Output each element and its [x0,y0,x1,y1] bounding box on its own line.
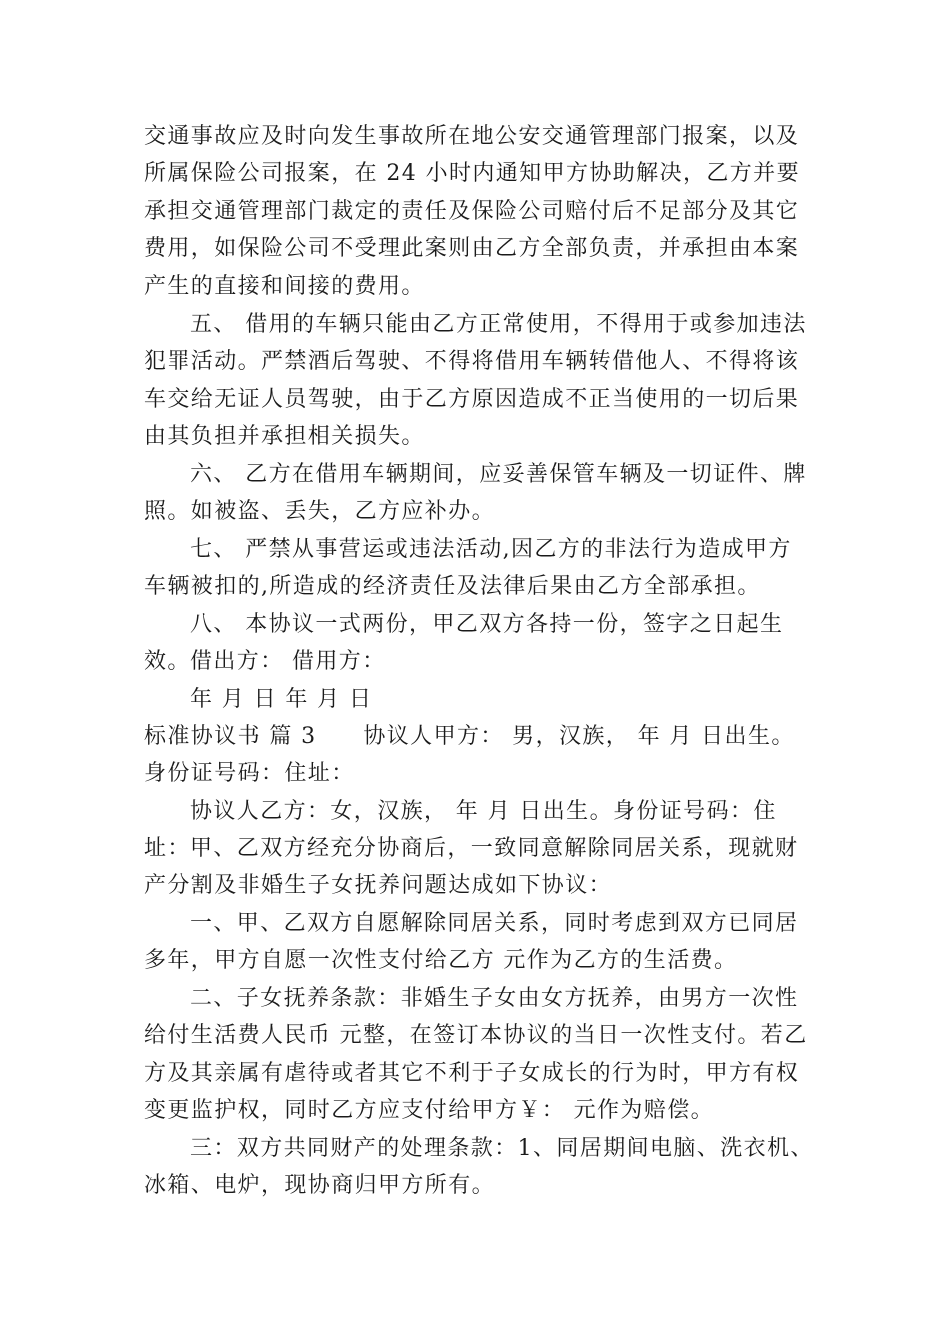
paragraph-clause-5: 五、 借用的车辆只能由乙方正常使用，不得用于或参加违法犯罪活动。严禁酒后驾驶、不得将借用车辆转借他人、不得将该车交给无证人员驾驶，由于乙方原因造成不正当使用的一切后果由其负担并承担相关损失。 [144,312,807,450]
paragraph-clause-8: 八、 本协议一式两份，甲乙双方各持一份，签字之日起生效。 [144,612,784,675]
signature-date-line: 年 月 日 年 月 日 [190,687,373,712]
paragraph-clause-6: 六、 乙方在借用车辆期间，应妥善保管车辆及一切证件、牌照。如被盗、丢失，乙方应补办。 [144,462,807,525]
paragraph-clause-7: 七、 严禁从事营运或违法活动,因乙方的非法行为造成甲方车辆被扣的,所造成的经济责任及法律后果由乙方全部承担。 [144,537,792,600]
paragraph-accident-report: 交通事故应及时向发生事故所在地公安交通管理部门报案，以及所属保险公司报案，在 24 小时内通知甲方协助解决，乙方并要承担交通管理部门裁定的责任及保险公司赔付后不足部分及其它费用，如保险公司不受理此案则由乙方全部负责，并承担由本案产生的直接和间接的费用。 [144,124,800,299]
paragraph-clause-2: 二、子女抚养条款：非婚生子女由女方抚养，由男方一次性给付生活费人民币 元整，在签订本协议的当日一次性支付。若乙方及其亲属有虐待或者其它不利于子女成长的行为时，甲方有权变更监护权，同时乙方应支付给甲方￥： 元作为赔偿。 [144,986,808,1124]
signature-parties-line: 借出方： 借用方： [190,649,386,674]
paragraph-preamble: 甲、乙双方经充分协商后，一致同意解除同居关系，现就财产分割及非婚生子女抚养问题达成如下协议： [144,836,799,899]
agreement-3-heading: 标准协议书 篇 3 协议人甲方： 男，汉族， 年 月 日出生。身份证号码：住址： [144,724,795,787]
party-b-info: 协议人乙方：女，汉族， 年 月 日出生。身份证号码：住址： [144,799,777,862]
paragraph-clause-3: 三：双方共同财产的处理条款：1、同居期间电脑、洗衣机、冰箱、电炉，现协商归甲方所有。 [144,1136,814,1199]
paragraph-clause-1: 一、甲、乙双方自愿解除同居关系，同时考虑到双方已同居多年，甲方自愿一次性支付给乙方 元作为乙方的生活费。 [144,911,799,974]
